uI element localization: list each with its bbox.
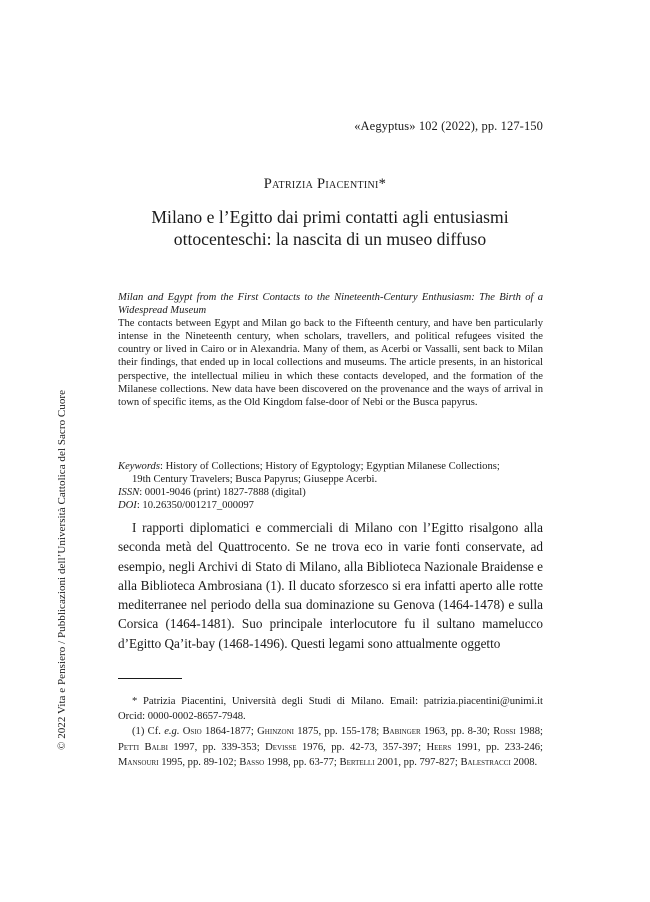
- reference-author: Devisse: [265, 741, 297, 753]
- reference-author: Osio: [182, 726, 202, 738]
- reference-detail: 1998, pp. 63-77;: [264, 756, 340, 768]
- reference-detail: 1988;: [515, 726, 543, 738]
- keywords-line-2: 19th Century Travelers; Busca Papyrus; Giuseppe Acerbi.: [132, 474, 378, 486]
- footnote-1: [118, 724, 543, 770]
- reference-author: Petti Balbi: [118, 741, 168, 753]
- abstract-block: [118, 291, 543, 409]
- reference-detail: 1864-1877;: [201, 726, 258, 738]
- doi-line: [118, 499, 543, 512]
- title-line-2: ottocenteschi: la nascita di un museo diffuso: [173, 229, 487, 249]
- footnotes: [118, 694, 543, 770]
- reference-author: Heers: [426, 741, 452, 753]
- author-name: Patrizia Piacentini*: [263, 176, 387, 192]
- reference-detail: 1997, pp. 339-353;: [167, 741, 266, 753]
- reference-author: Basso: [239, 756, 265, 768]
- reference-detail: 1875, pp. 155-178;: [293, 726, 383, 738]
- footnote-1-eg: e.g.: [164, 726, 180, 738]
- reference-author: Rossi: [493, 726, 516, 738]
- footnote-rule: [118, 678, 182, 679]
- footnote-1-prefix: (1) Cf.: [132, 726, 165, 738]
- doi-value: : 10.26350/001217_000097: [136, 500, 254, 512]
- keywords-block: [118, 460, 543, 512]
- keywords-text-1: : History of Collections; History of Egyptology; Egyptian Milanese Collections;: [159, 461, 500, 472]
- reference-detail: 2008.: [510, 756, 538, 768]
- article-title: [120, 206, 540, 250]
- issn-line: [118, 486, 543, 499]
- issn-label: ISSN: [118, 487, 140, 499]
- reference-author: Mansouri: [118, 756, 159, 768]
- reference-detail: 1995, pp. 89-102;: [158, 756, 240, 768]
- english-title: Milan and Egypt from the First Contacts to the Nineteenth-Century Enthusiasm: The Birth of a Widespread Museum: [118, 292, 543, 317]
- reference-author: Babinger: [382, 726, 421, 738]
- reference-detail: 1963, pp. 8-30;: [420, 726, 494, 738]
- footnote-author: * Patrizia Piacentini, Università degli Studi di Milano. Email: patrizia.piacentini@unimi.it Orcid: 0000-0002-8657-7948.: [118, 696, 543, 723]
- reference-author: Bertelli: [339, 756, 375, 768]
- reference-author: Balestracci: [460, 756, 511, 768]
- running-head: «Aegyptus» 102 (2022), pp. 127-150: [354, 119, 543, 133]
- reference-detail: 1991, pp. 233-246;: [451, 741, 543, 753]
- abstract-text: The contacts between Egypt and Milan go back to the Fifteenth century, and have ben particularly intense in the Nineteenth century, when scholars, travellers, and political refugees visited the country or lived in Cairo or in Alexandria. Many of them, as Acerbi or Vassalli, sent back to Milan their findings, that ended up in local collections and museums. The article presents, in an historical perspective, the intellectual milieu in which these contacts developed, and the formation of the Milanese collections. New data have been discovered on the provenance and the ways of arrival in town of specific items, as the Old Kingdom false-door of Nebi or the Busca papyrus.: [118, 318, 543, 408]
- reference-author: Ghinzoni: [257, 726, 294, 738]
- doi-label: DOI: [118, 500, 137, 512]
- body-paragraph: I rapporti diplomatici e commerciali di Milano con l’Egitto risalgono alla seconda metà del Quattrocento. Se ne trova eco in varie fonti conservate, ad esempio, negli Archivi di Stato di Milano, alla Biblioteca Nazionale Braidense e alla Biblioteca Ambrosiana (1). Il ducato sforzesco si era infatti aperto alle rotte mediterranee nel periodo della sua dominazione su Genova (1464-1478) e sulla Corsica (1464-1481). Suo principale interlocutore fu il sultano mamelucco d’Egitto Qa’it-bay (1468-1496). Questi legami sono attualmente oggetto: [118, 520, 543, 651]
- reference-detail: 1976, pp. 42-73, 357-397;: [296, 741, 427, 753]
- body-text: [118, 518, 543, 653]
- copyright-sidenote: © 2022 Vita e Pensiero / Pubblicazioni dell’Università Cattolica del Sacro Cuore: [56, 389, 68, 750]
- keywords-label: Keywords: [118, 461, 160, 472]
- issn-value: : 0001-9046 (print) 1827-7888 (digital): [139, 487, 306, 499]
- title-line-1: Milano e l’Egitto dai primi contatti agli entusiasmi: [151, 207, 509, 227]
- reference-detail: 2001, pp. 797-827;: [374, 756, 461, 768]
- keywords-line: [118, 460, 543, 473]
